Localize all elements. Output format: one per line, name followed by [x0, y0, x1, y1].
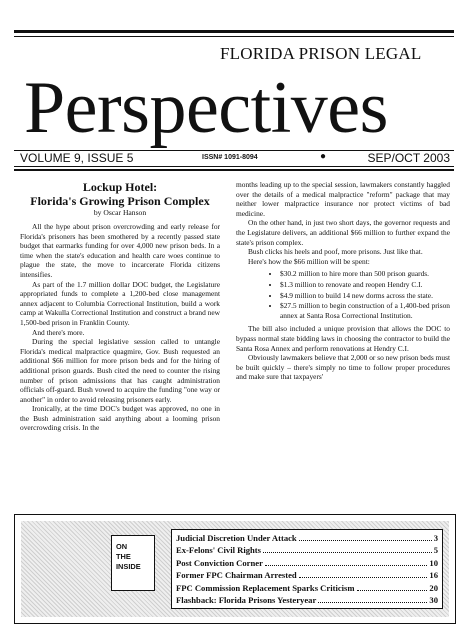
toc-title: Ex-Felons' Civil Rights [176, 545, 261, 556]
article-paragraph: Bush clicks his heels and poof, more prisons. Just like that. [248, 247, 423, 257]
toc-page: 5 [433, 545, 438, 556]
article-paragraph: As part of the 1.7 million dollar DOC budget, the Legislature appropriated funds to complete a 1,200-bed close management annex adjacent to Columbia Correctional Institution, build a work camp at Wakulla Correctional Institution and construct a brand new 1,500-bed prison in Franklin County. [20, 279, 220, 327]
label-on: ON [116, 542, 128, 551]
issue-rule-bottom-thin [14, 166, 454, 167]
toc-entry[interactable] [176, 582, 438, 594]
toc-title: Post Conviction Corner [176, 557, 263, 568]
article-paragraph: Here's how the $66 million will be spent: [248, 256, 370, 266]
toc-leader [299, 577, 428, 578]
top-rule-thick [14, 30, 454, 33]
toc-entry[interactable] [176, 532, 438, 544]
list-item: • $1.3 million to renovate and reopen Hendry C.I. [280, 280, 450, 290]
issn: ISSN# 1091-8094 [202, 154, 258, 161]
issue-bar [20, 152, 452, 164]
toc-page: 30 [429, 595, 438, 606]
toc-title: Former FPC Chairman Arrested [176, 570, 297, 581]
toc-leader [299, 540, 432, 541]
label-the: THE [116, 552, 131, 561]
toc-leader [265, 565, 428, 566]
list-item: • $4.9 million to build 14 new dorms across the state. [280, 291, 450, 301]
toc-page: 20 [429, 582, 438, 593]
article-right-column [236, 180, 450, 382]
toc-page: 10 [429, 557, 438, 568]
article-paragraph: The bill also included a unique provision that allows the DOC to bypass normal state bidding laws in choosing the contractor to build the Santa Rosa Annex and perform renovations at Hendry C.I. [236, 324, 450, 353]
issue-date: SEP/OCT 2003 [367, 151, 450, 165]
toc-entry[interactable] [176, 557, 438, 569]
toc-page: 3 [433, 533, 438, 543]
article-paragraph: All the hype about prison overcrowding and early release for Florida's prisoners has been smothered by a recently passed state budget that earmarks funding for over 4,000 new prison beds. In a time when the state's education and health care woes continue to plague the state, the move to incarcerate Florida citizens intensifies. [20, 222, 220, 279]
list-item: • $27.5 million to begin construction of a 1,400-bed prison annex at Santa Rosa Correctional Institution. [280, 301, 450, 320]
issue-rule-bottom-thick [14, 169, 454, 171]
toc-leader [318, 602, 427, 603]
article-paragraph: Ironically, at the time DOC's budget was approved, no one in the Bush administration said anything about a looming prison overcrowding crisis. In the [20, 404, 220, 433]
headline-line-2: Florida's Growing Prison Complex [30, 194, 210, 208]
toc-leader [263, 552, 432, 553]
article-paragraph: And there's more. [32, 327, 85, 337]
article-left-column [20, 180, 220, 433]
toc-leader [357, 590, 428, 591]
table-of-contents [171, 529, 443, 609]
toc-title: Flashback: Florida Prisons Yesteryear [176, 595, 317, 606]
newsletter-title: Perspectives [24, 67, 388, 149]
spending-list [236, 269, 450, 320]
toc-title: Judicial Discretion Under Attack [176, 533, 297, 543]
on-the-inside-box [14, 514, 456, 624]
toc-page: 16 [429, 570, 438, 581]
headline-line-1: Lockup Hotel: [82, 180, 158, 194]
label-inside: INSIDE [116, 562, 141, 571]
article-paragraph: Obviously lawmakers believe that 2,000 or so new prison beds must be built quickly – there's simply no time to follow proper procedures and make sure that taxpayers' [236, 353, 450, 382]
publisher-name: FLORIDA PRISON LEGAL [220, 44, 422, 63]
toc-title: FPC Commission Replacement Sparks Criticism [176, 582, 355, 593]
article-paragraph: months leading up to the special session, lawmakers constantly haggled over the details of a medical malpractice "reform" package that may neither lower malpractice insurance nor protect victims of bad medicine. [236, 180, 450, 218]
list-item: • $30.2 million to hire more than 500 prison guards. [280, 269, 450, 279]
article-paragraph: On the other hand, in just two short days, the governor requests and the Legislature delivers, an additional $66 million to further expand the state's prison complex. [236, 218, 450, 247]
top-rule-thin [14, 36, 454, 37]
on-the-inside-label [111, 535, 155, 591]
toc-entry[interactable] [176, 594, 438, 606]
volume-issue: VOLUME 9, ISSUE 5 [20, 151, 134, 165]
byline: by Oscar Hanson [93, 208, 147, 217]
toc-entry[interactable] [176, 569, 438, 581]
bullet-dot: ● [320, 151, 327, 162]
toc-entry[interactable] [176, 544, 438, 556]
article-paragraph: During the special legislative session called to untangle Florida's medical malpractice quagmire, Gov. Bush requested an additional $66 million for more prison beds and for the hiring of additional prison guards. Bush cited the need to counter the rising number of prison admissions that has caught administration officials off-guard. Bush vowed to acquire the funding "one way or another" in order to avoid releasing prisoners early. [20, 337, 220, 404]
